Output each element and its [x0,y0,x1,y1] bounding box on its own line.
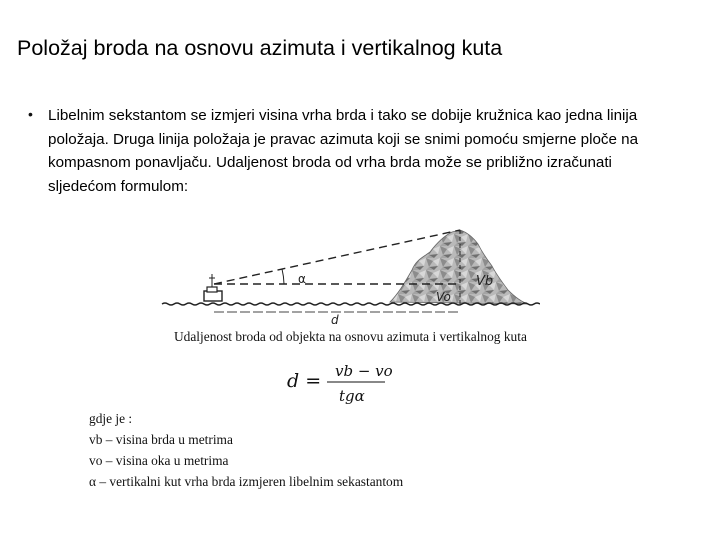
formula-denominator: tgα [339,387,365,405]
vo-label: Vo [436,290,451,304]
slide-title: Položaj broda na osnovu azimuta i vertikalnog kuta [17,36,503,60]
variable-legend [89,408,403,492]
legend-item: α – vertikalni kut vrha brda izmjeren libelnim sekastantom [89,474,404,489]
figure-caption: Udaljenost broda od objekta na osnovu azimuta i vertikalnog kuta [174,329,527,344]
formula-lhs: d = [287,370,322,392]
formula-numerator: vb − vo [335,362,393,380]
d-label: d [331,313,339,327]
alpha-label: α [298,272,306,286]
vb-label: Vb [476,274,494,289]
distance-formula [285,356,395,411]
legend-item: vb – visina brda u metrima [89,432,233,447]
legend-heading: gdje je : [89,411,133,426]
ship-hill-diagram [160,222,540,332]
ship-icon [204,274,222,301]
bullet-paragraph: Libelnim sekstantom se izmjeri visina vrha brda i tako se dobije kružnica kao jedna linija položaja. Druga linija položaja je pravac azimuta koji se snimi pomoću smjerne ploče na kompasnom ponavljaču. Udaljenost broda od vrha brda može se približno izračunati sljedećom formulom: [48,107,639,195]
bullet-marker: • [28,106,33,122]
angle-arc [282,269,284,284]
legend-item: vo – visina oka u metrima [89,453,229,468]
